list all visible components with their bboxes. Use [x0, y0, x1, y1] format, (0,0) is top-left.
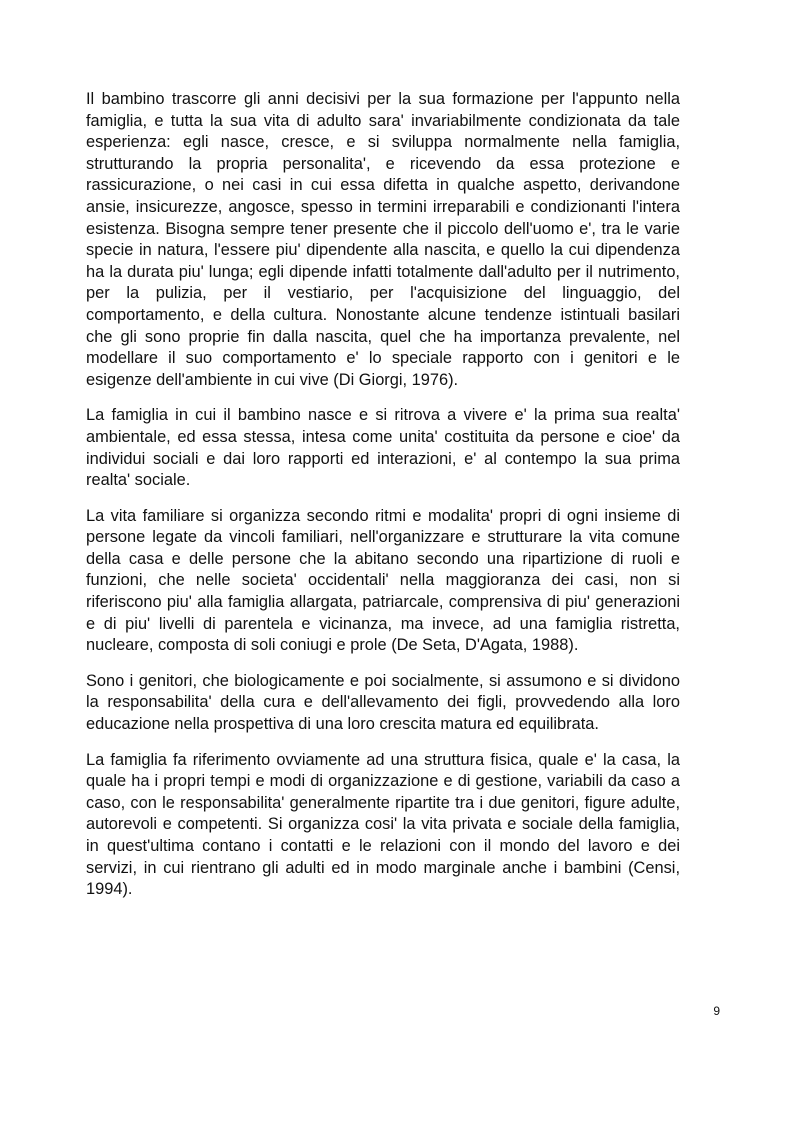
paragraph-2: La famiglia in cui il bambino nasce e si ritrova a vivere e' la prima sua realta' ambientale, ed essa stessa, intesa come unita' costituita da persone e cioe' da individui sociali e dai loro rapporti ed interazioni, e' al contempo la sua prima realta' sociale. [86, 406, 680, 490]
paragraph-1: Il bambino trascorre gli anni decisivi per la sua formazione per l'appunto nella famiglia, e tutta la sua vita di adulto sara' invariabilmente condizionata da tale esperienza: egli nasce, cresce, e si sviluppa normalmente nella famiglia, strutturando la propria personalita', e ricevendo da essa protezione e rassicurazione, o nei casi in cui essa difetta in qualche aspetto, derivandone ansie, insicurezze, angosce, spesso in termini irreparabili e condizionanti l'intera esistenza. Bisogna sempre tener presente che il piccolo dell'uomo e', tra le varie specie in natura, l'essere piu' dipendente alla nascita, e quello la cui dipendenza ha la durata piu' lunga; egli dipende infatti totalmente dall'adulto per il nutrimento, per la pulizia, per il vestiario, per l'acquisizione del linguaggio, del comportamento, e della cultura. Nonostante alcune tendenze istintuali basilari che gli sono proprie fin dalla nascita, quel che ha importanza prevalente, nel modellare il suo comportamento e' lo speciale rapporto con i genitori e le esigenze dell'ambiente in cui vive (Di Giorgi, 1976). [86, 90, 680, 389]
paragraph-5: La famiglia fa riferimento ovviamente ad una struttura fisica, quale e' la casa, la quale ha i propri tempi e modi di organizzazione e di gestione, variabili da caso a caso, con le responsabilita' generalmente ripartite tra i due genitori, figure adulte, autorevoli e competenti. Si organizza cosi' la vita privata e sociale della famiglia, in quest'ultima contano i contatti e le relazioni con il mondo del lavoro e dei servizi, in cui rientrano gli adulti ed in modo marginale anche i bambini (Censi, 1994). [86, 750, 680, 899]
paragraph-3: La vita familiare si organizza secondo ritmi e modalita' propri di ogni insieme di persone legate da vincoli familiari, nell'organizzare e strutturare la vita comune della casa e delle persone che la abitano secondo una ripartizione di ruoli e funzioni, che nelle societa' occidentali' nella maggioranza dei casi, non si riferiscono piu' alla famiglia allargata, patriarcale, comprensiva di piu' generazioni e di piu' livelli di parentela e vicinanza, ma invece, ad una famiglia ristretta, nucleare, composta di soli coniugi e prole (De Seta, D'Agata, 1988). [86, 506, 680, 655]
paragraph-4: Sono i genitori, che biologicamente e poi socialmente, si assumono e si dividono la responsabilita' della cura e dell'allevamento dei figli, provvedendo alla loro educazione nella prospettiva di una loro crescita matura ed equilibrata. [86, 671, 680, 734]
page-number: 9 [713, 1004, 720, 1018]
document-body [86, 89, 680, 915]
